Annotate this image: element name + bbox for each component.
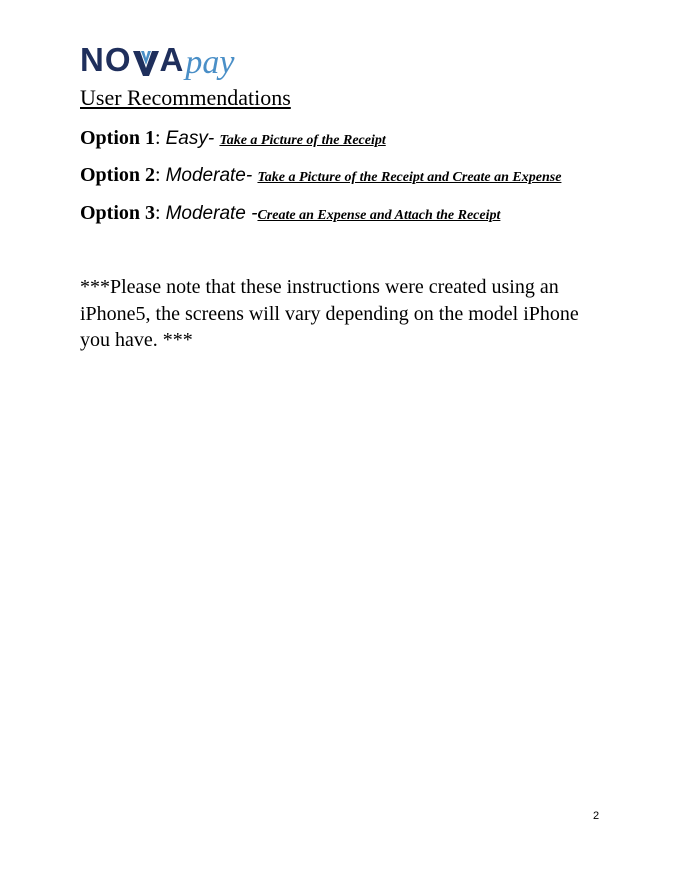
- option-1-line: [80, 126, 386, 153]
- option-3-line: [80, 201, 500, 228]
- option-2-label: Option 2: [80, 164, 156, 186]
- logo-nova-part-1: NO: [80, 41, 132, 78]
- option-1-separator: :: [155, 127, 166, 149]
- option-3-separator: :: [155, 202, 166, 224]
- logo-nova-text: [80, 43, 184, 76]
- option-2-action: Take a Picture of the Receipt and Create an Expense: [257, 170, 562, 185]
- page-heading: User Recommendations: [80, 85, 291, 110]
- option-1-level: Easy-: [165, 128, 220, 149]
- option-3-level: Moderate -: [165, 203, 258, 224]
- option-2-separator: :: [155, 164, 166, 186]
- logo-pay-text: pay: [185, 44, 235, 81]
- option-1-action: Take a Picture of the Receipt: [219, 133, 386, 148]
- logo-nova-part-2: A: [159, 41, 185, 78]
- page-number: 2: [593, 810, 600, 822]
- option-3-action: Create an Expense and Attach the Receipt: [257, 208, 501, 223]
- option-2-line: [80, 163, 561, 190]
- option-2-level: Moderate-: [165, 165, 258, 186]
- iphone-note: ***Please note that these instructions were created using an iPhone5, the screens will vary depending on the model iPhone you have. ***: [80, 276, 579, 351]
- novapay-logo: [80, 36, 235, 81]
- logo-v-mark-icon: [133, 51, 159, 76]
- option-3-label: Option 3: [80, 202, 156, 224]
- option-1-label: Option 1: [80, 127, 156, 149]
